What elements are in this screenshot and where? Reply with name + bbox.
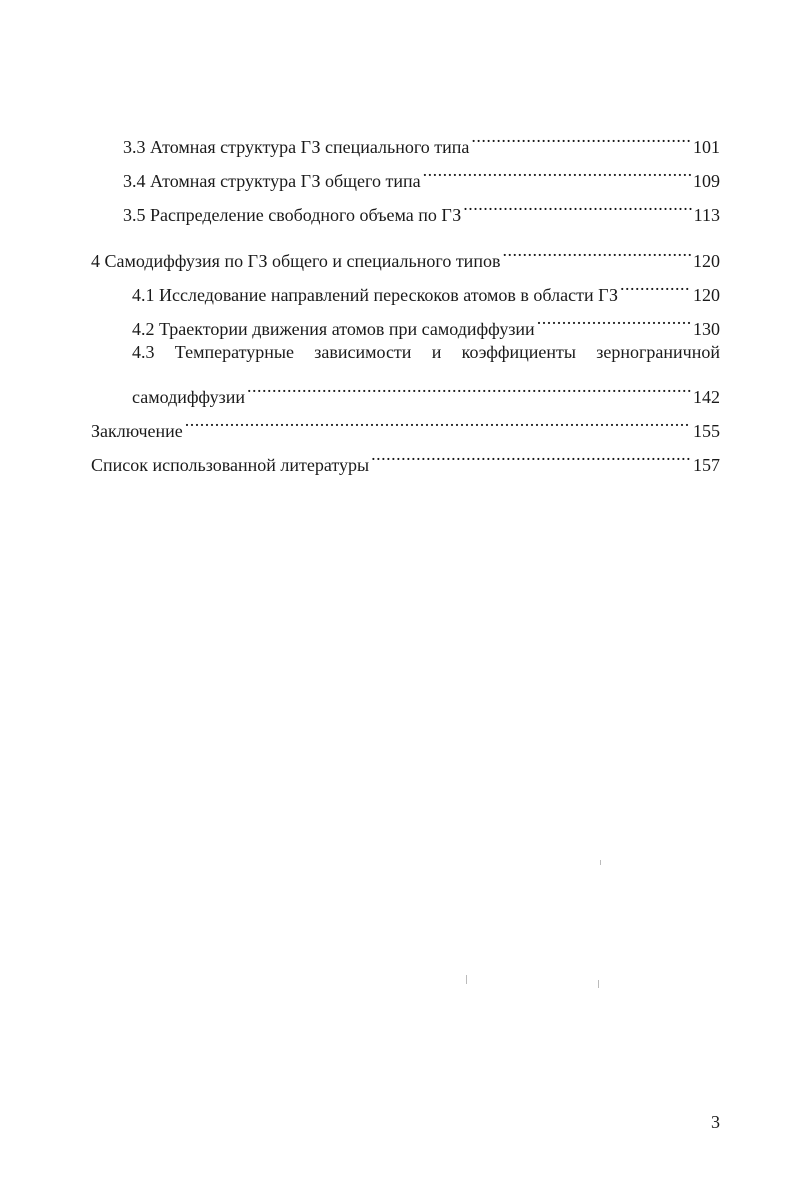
toc-word: 4.3 [132, 342, 155, 362]
toc-word: и [431, 342, 442, 362]
toc-entry-label: 3.5 Распределение свободного объема по ГЗ [123, 205, 462, 225]
page-number: 3 [711, 1112, 720, 1132]
scan-artifact [598, 980, 599, 988]
toc-entry-3-3[interactable] [91, 119, 720, 157]
table-of-contents [91, 119, 720, 475]
toc-entry-page: 130 [693, 319, 720, 339]
toc-entry-label: 4 Самодиффузия по ГЗ общего и специального типов [91, 251, 501, 271]
toc-entry-label: 4.2 Траектории движения атомов при самодиффузии [132, 319, 535, 339]
toc-word: Температурные [174, 342, 294, 362]
scan-artifact [600, 860, 601, 865]
toc-entry-4[interactable] [91, 233, 720, 271]
toc-entry-4-3[interactable] [91, 335, 720, 407]
toc-entry-page: 113 [693, 205, 720, 225]
toc-entry-page: 155 [693, 421, 720, 441]
toc-leader-dots [537, 301, 691, 335]
toc-leader-dots [620, 267, 691, 301]
toc-entry-label: 3.4 Атомная структура ГЗ общего типа [123, 171, 421, 191]
toc-entry-label: Заключение [91, 421, 183, 441]
toc-leader-dots [471, 119, 691, 153]
toc-entry-conclusion[interactable] [91, 403, 720, 441]
toc-entry-page: 157 [693, 455, 720, 475]
toc-entry-label-line2 [132, 369, 720, 407]
toc-leader-dots [463, 187, 691, 221]
toc-word: коэффициенты [461, 342, 577, 362]
toc-entry-page: 109 [693, 171, 720, 191]
scan-artifact [466, 975, 467, 984]
toc-entry-page: 120 [693, 251, 720, 271]
toc-leader-dots [371, 437, 691, 471]
toc-entry-label: Список использованной литературы [91, 455, 370, 475]
toc-entry-references[interactable] [91, 437, 720, 475]
toc-entry-page: 120 [693, 285, 720, 305]
toc-leader-dots [502, 233, 691, 267]
toc-entry-label: 3.3 Атомная структура ГЗ специального типа [123, 137, 470, 157]
toc-leader-dots [185, 403, 691, 437]
toc-entry-page: 101 [693, 137, 720, 157]
toc-leader-dots [247, 369, 691, 403]
toc-entry-page: 142 [693, 387, 720, 407]
toc-entry-label: 4.1 Исследование направлений перескоков атомов в области ГЗ [132, 285, 618, 305]
toc-word: зависимости [314, 342, 412, 362]
toc-entry-label: самодиффузии [132, 387, 246, 407]
toc-leader-dots [423, 153, 691, 187]
toc-word: зернограничной [596, 342, 720, 362]
